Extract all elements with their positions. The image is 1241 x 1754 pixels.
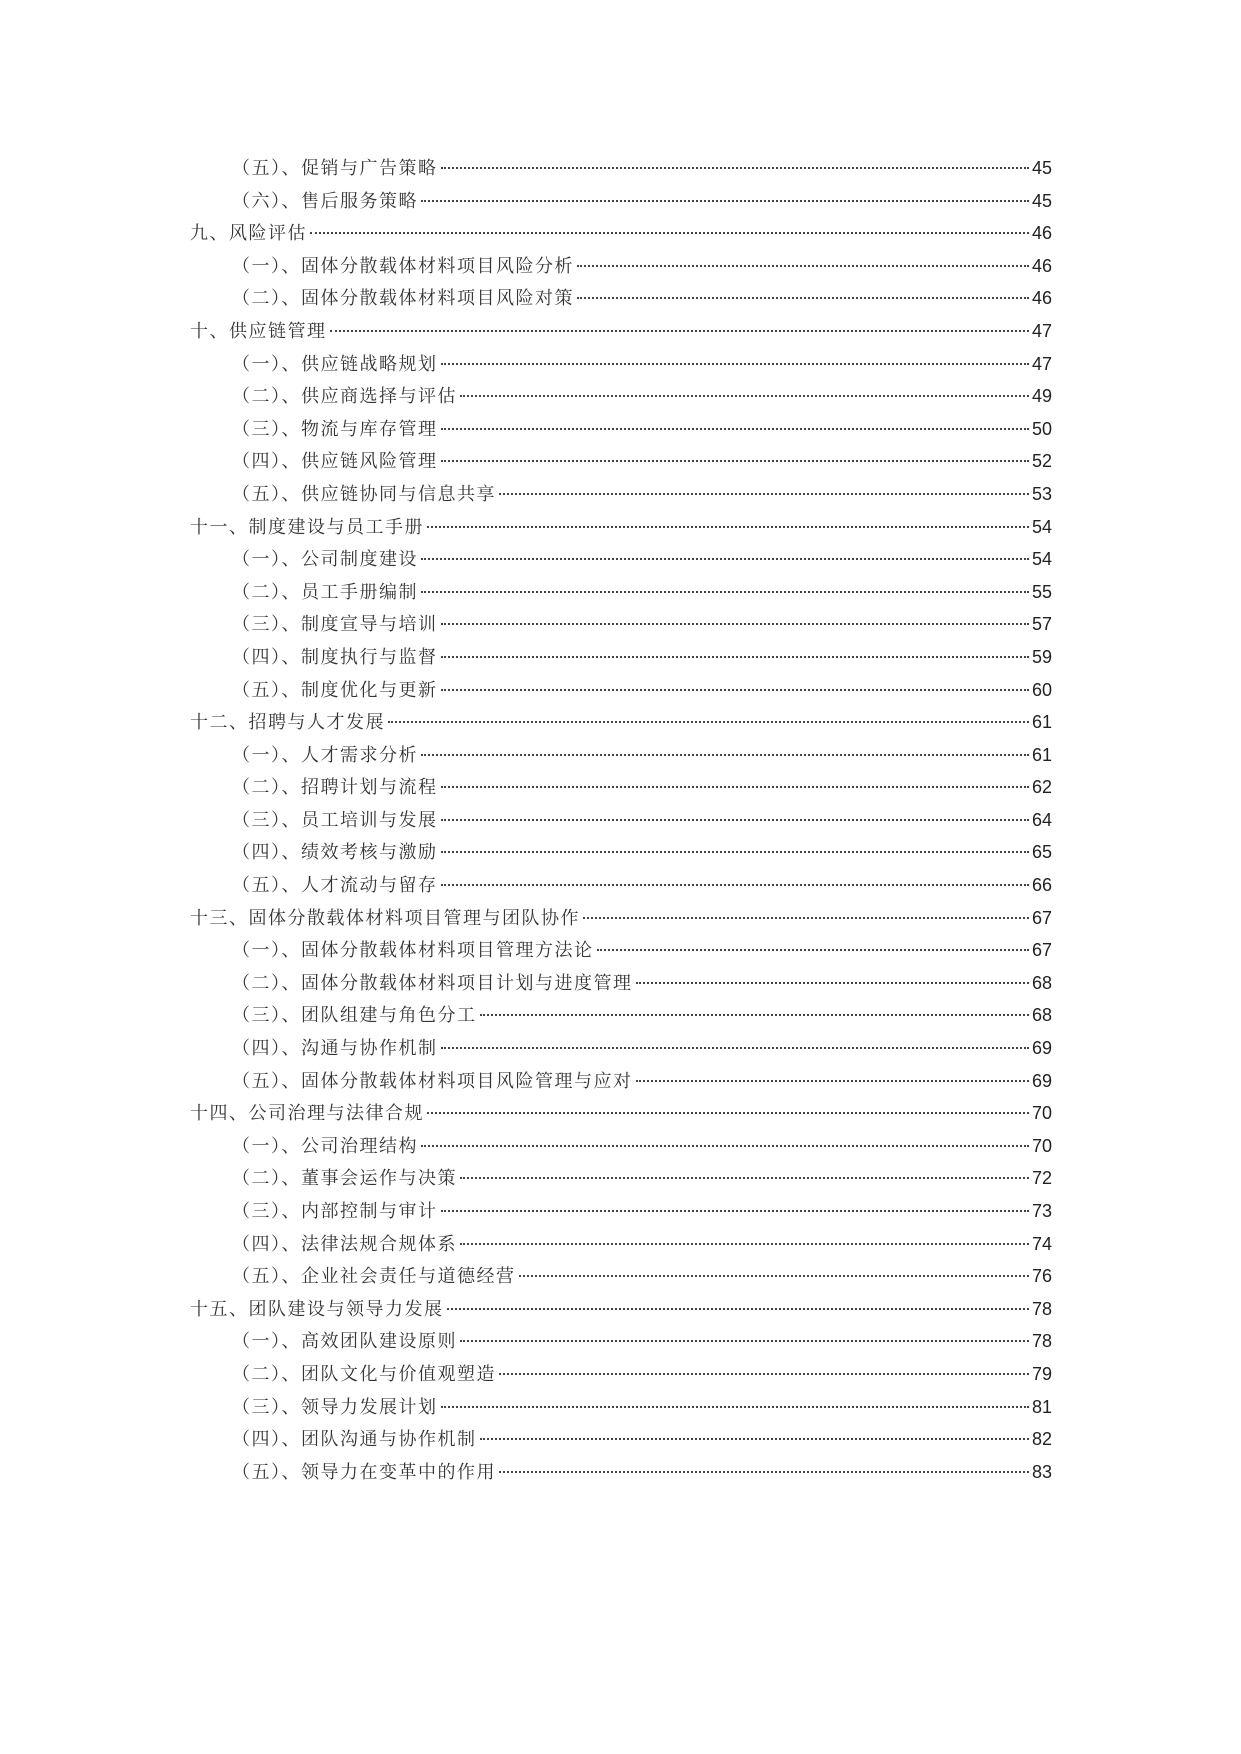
toc-entry-title: （五）、促销与广告策略	[232, 158, 438, 179]
toc-entry-title: 十四、公司治理与法律合规	[190, 1103, 424, 1125]
toc-dot-leader	[427, 1112, 1029, 1114]
toc-dot-leader	[441, 428, 1029, 430]
toc-dot-leader	[597, 949, 1029, 951]
toc-section-entry[interactable]	[190, 1456, 1052, 1489]
toc-section-entry[interactable]	[190, 999, 1052, 1032]
toc-page-number: 61	[1031, 744, 1052, 765]
toc-page-number: 70	[1031, 1135, 1052, 1156]
toc-entry-title: （四）、绩效考核与激励	[232, 842, 438, 864]
toc-page-number: 70	[1031, 1103, 1052, 1124]
toc-dot-leader	[583, 917, 1029, 919]
toc-dot-leader	[577, 297, 1029, 299]
toc-section-entry[interactable]	[190, 576, 1052, 609]
toc-dot-leader	[441, 167, 1029, 169]
toc-page-number: 66	[1031, 875, 1052, 896]
toc-page-number: 54	[1031, 549, 1052, 570]
toc-page-number: 62	[1031, 777, 1052, 798]
toc-section-entry[interactable]	[190, 1065, 1052, 1098]
toc-page-number: 61	[1031, 712, 1052, 733]
toc-page-number: 72	[1031, 1168, 1052, 1189]
toc-dot-leader	[441, 1406, 1029, 1408]
toc-page-number: 49	[1031, 386, 1052, 407]
toc-page-number: 74	[1031, 1233, 1052, 1254]
toc-section-entry[interactable]	[190, 1195, 1052, 1228]
toc-page-number: 67	[1031, 907, 1052, 928]
toc-entry-title: （四）、团队沟通与协作机制	[232, 1429, 477, 1451]
toc-entry-title: （二）、董事会运作与决策	[232, 1168, 457, 1190]
toc-section-entry[interactable]	[190, 185, 1052, 218]
toc-dot-leader	[441, 884, 1029, 886]
toc-section-entry[interactable]	[190, 380, 1052, 413]
toc-entry-title: （二）、员工手册编制	[232, 581, 418, 603]
toc-dot-leader	[388, 721, 1029, 723]
toc-section-entry[interactable]	[190, 1228, 1052, 1261]
toc-section-entry[interactable]	[190, 967, 1052, 1000]
toc-chapter-entry[interactable]	[190, 706, 1052, 739]
toc-dot-leader	[460, 1243, 1029, 1245]
toc-entry-title: （三）、团队组建与角色分工	[232, 1005, 477, 1027]
toc-entry-title: （五）、供应链协同与信息共享	[232, 483, 496, 505]
toc-dot-leader	[421, 1145, 1029, 1147]
toc-entry-title: （二）、团队文化与价值观塑造	[232, 1363, 496, 1385]
toc-entry-title: 十二、招聘与人才发展	[190, 712, 385, 734]
toc-page-number: 46	[1031, 223, 1052, 244]
toc-page-number: 47	[1031, 320, 1052, 341]
toc-dot-leader	[427, 526, 1029, 528]
toc-page-number: 53	[1031, 483, 1052, 504]
toc-entry-title: 十三、固体分散载体材料项目管理与团队协作	[190, 907, 580, 929]
toc-entry-title: （一）、高效团队建设原则	[232, 1331, 457, 1353]
toc-entry-title: （一）、公司制度建设	[232, 549, 418, 571]
toc-section-entry[interactable]	[190, 1391, 1052, 1424]
toc-dot-leader	[441, 623, 1029, 625]
toc-dot-leader	[460, 395, 1029, 397]
toc-section-entry[interactable]	[190, 478, 1052, 511]
toc-chapter-entry[interactable]	[190, 902, 1052, 935]
toc-section-entry[interactable]	[190, 869, 1052, 902]
toc-dot-leader	[480, 1438, 1029, 1440]
toc-page-number: 59	[1031, 646, 1052, 667]
toc-section-entry[interactable]	[190, 771, 1052, 804]
toc-chapter-entry[interactable]	[190, 217, 1052, 250]
toc-section-entry[interactable]	[190, 1162, 1052, 1195]
toc-dot-leader	[460, 1340, 1029, 1342]
toc-dot-leader	[577, 265, 1029, 267]
toc-dot-leader	[480, 1014, 1029, 1016]
toc-page-number: 76	[1031, 1266, 1052, 1287]
toc-page-number: 68	[1031, 1005, 1052, 1026]
toc-chapter-entry[interactable]	[190, 1293, 1052, 1326]
toc-page-number: 46	[1031, 288, 1052, 309]
toc-section-entry[interactable]	[190, 739, 1052, 772]
toc-page-number: 64	[1031, 809, 1052, 830]
toc-page-number: 65	[1031, 842, 1052, 863]
toc-dot-leader	[636, 982, 1029, 984]
toc-dot-leader	[636, 1080, 1029, 1082]
toc-section-entry[interactable]	[190, 1032, 1052, 1065]
toc-page-number: 73	[1031, 1201, 1052, 1221]
toc-entry-title: （二）、固体分散载体材料项目风险对策	[232, 288, 574, 310]
toc-entry-title: 十五、团队建设与领导力发展	[190, 1298, 444, 1320]
toc-section-entry[interactable]	[190, 152, 1052, 185]
toc-page-number: 69	[1031, 1070, 1052, 1091]
toc-section-entry[interactable]	[190, 1130, 1052, 1163]
toc-dot-leader	[441, 851, 1029, 853]
toc-page-number: 69	[1031, 1038, 1052, 1059]
toc-entry-title: （五）、企业社会责任与道德经营	[232, 1266, 516, 1288]
toc-page-number: 67	[1031, 940, 1052, 961]
toc-chapter-entry[interactable]	[190, 1097, 1052, 1130]
toc-dot-leader	[421, 591, 1029, 593]
toc-section-entry[interactable]	[190, 348, 1052, 381]
toc-page-number: 55	[1031, 581, 1052, 602]
toc-dot-leader	[499, 1373, 1029, 1375]
toc-entry-title: （五）、固体分散载体材料项目风险管理与应对	[232, 1070, 633, 1092]
toc-dot-leader	[310, 232, 1029, 234]
toc-page-number: 46	[1031, 255, 1052, 276]
toc-dot-leader	[441, 1210, 1029, 1212]
toc-entry-title: （一）、固体分散载体材料项目管理方法论	[232, 940, 594, 962]
toc-page-number: 52	[1031, 451, 1052, 472]
toc-dot-leader	[441, 656, 1029, 658]
toc-section-entry[interactable]	[190, 836, 1052, 869]
toc-entry-title: （四）、法律法规合规体系	[232, 1233, 457, 1255]
toc-dot-leader	[441, 363, 1029, 365]
toc-page-number: 78	[1031, 1331, 1052, 1352]
toc-dot-leader	[499, 1471, 1029, 1473]
toc-entry-title: （六）、售后服务策略	[232, 190, 418, 212]
toc-dot-leader	[421, 558, 1029, 560]
toc-entry-title: （三）、员工培训与发展	[232, 809, 438, 831]
toc-page-number: 79	[1031, 1363, 1052, 1384]
toc-dot-leader	[519, 1275, 1029, 1277]
toc-section-entry[interactable]	[190, 641, 1052, 674]
toc-entry-title: （三）、领导力发展计划	[232, 1396, 438, 1418]
toc-page-number: 45	[1031, 158, 1052, 178]
toc-entry-title: （五）、领导力在变革中的作用	[232, 1461, 496, 1483]
toc-entry-title: （一）、公司治理结构	[232, 1135, 418, 1157]
toc-dot-leader	[499, 493, 1029, 495]
toc-page-number: 45	[1031, 190, 1052, 211]
toc-section-entry[interactable]	[190, 1325, 1052, 1358]
toc-entry-title: （三）、制度宣导与培训	[232, 614, 438, 636]
toc-entry-title: （四）、供应链风险管理	[232, 451, 438, 473]
toc-chapter-entry[interactable]	[190, 511, 1052, 544]
toc-dot-leader	[441, 689, 1029, 691]
toc-entry-title: （二）、供应商选择与评估	[232, 386, 457, 408]
toc-section-entry[interactable]	[190, 250, 1052, 283]
toc-section-entry[interactable]	[190, 1358, 1052, 1391]
toc-dot-leader	[421, 200, 1029, 202]
toc-page-number: 50	[1031, 418, 1052, 439]
toc-page-number: 82	[1031, 1429, 1052, 1450]
toc-section-entry[interactable]	[190, 1260, 1052, 1293]
toc-entry-title: 十一、制度建设与员工手册	[190, 516, 424, 538]
toc-page-number: 60	[1031, 679, 1052, 700]
toc-page-number: 54	[1031, 516, 1052, 537]
toc-section-entry[interactable]	[190, 413, 1052, 446]
toc-dot-leader	[441, 1047, 1029, 1049]
toc-page-number: 81	[1031, 1396, 1052, 1417]
toc-entry-title: （五）、人才流动与留存	[232, 875, 438, 897]
toc-section-entry[interactable]	[190, 608, 1052, 641]
toc-page-number: 83	[1031, 1461, 1052, 1482]
toc-dot-leader	[330, 330, 1029, 332]
toc-entry-title: （三）、物流与库存管理	[232, 418, 438, 440]
toc-page-number: 57	[1031, 614, 1052, 635]
toc-entry-title: （五）、制度优化与更新	[232, 679, 438, 701]
toc-dot-leader	[421, 754, 1029, 756]
toc-entry-title: （一）、固体分散载体材料项目风险分析	[232, 255, 574, 277]
toc-section-entry[interactable]	[190, 804, 1052, 837]
toc-dot-leader	[441, 786, 1029, 788]
toc-dot-leader	[441, 460, 1029, 462]
toc-section-entry[interactable]	[190, 543, 1052, 576]
toc-chapter-entry[interactable]	[190, 315, 1052, 348]
toc-page-number: 68	[1031, 972, 1052, 993]
table-of-contents	[190, 152, 1052, 1488]
toc-dot-leader	[447, 1308, 1029, 1310]
toc-entry-title: （三）、内部控制与审计	[232, 1201, 438, 1222]
toc-entry-title: 十、供应链管理	[190, 320, 327, 342]
toc-dot-leader	[460, 1177, 1029, 1179]
toc-entry-title: （一）、人才需求分析	[232, 744, 418, 766]
toc-entry-title: 九、风险评估	[190, 223, 307, 245]
toc-page-number: 78	[1031, 1298, 1052, 1319]
toc-section-entry[interactable]	[190, 674, 1052, 707]
toc-dot-leader	[441, 819, 1029, 821]
toc-entry-title: （四）、沟通与协作机制	[232, 1038, 438, 1060]
toc-section-entry[interactable]	[190, 1423, 1052, 1456]
toc-entry-title: （四）、制度执行与监督	[232, 646, 438, 668]
toc-entry-title: （二）、固体分散载体材料项目计划与进度管理	[232, 972, 633, 994]
toc-entry-title: （二）、招聘计划与流程	[232, 777, 438, 799]
toc-entry-title: （一）、供应链战略规划	[232, 353, 438, 375]
toc-section-entry[interactable]	[190, 934, 1052, 967]
toc-page-number: 47	[1031, 353, 1052, 374]
toc-section-entry[interactable]	[190, 445, 1052, 478]
toc-section-entry[interactable]	[190, 282, 1052, 315]
